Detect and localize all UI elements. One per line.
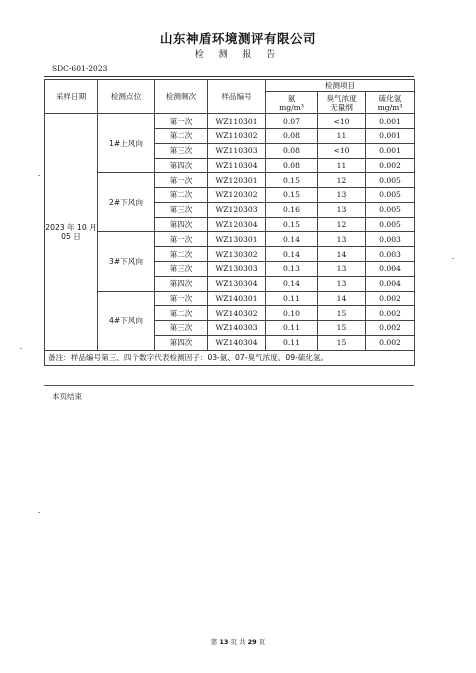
- scan-mark: [452, 258, 454, 259]
- header-h2s: [366, 92, 415, 114]
- results-table: [44, 79, 415, 366]
- ammonia-cell: 0.15: [266, 217, 318, 232]
- h2s-cell: 0.005: [366, 217, 415, 232]
- table-row: [45, 114, 415, 129]
- sample-id-cell: WZ110304: [208, 158, 266, 173]
- header-sample-id: 样品编号: [208, 80, 266, 114]
- sample-id-cell: WZ130304: [208, 276, 266, 291]
- odor-cell: 14: [318, 291, 366, 306]
- ammonia-cell: 0.15: [266, 173, 318, 188]
- sample-date-cell: 2023 年 10 月 05 日: [45, 114, 98, 351]
- frequency-cell: 第四次: [155, 217, 208, 232]
- h2s-cell: 0.005: [366, 202, 415, 217]
- sample-id-cell: WZ110303: [208, 143, 266, 158]
- ammonia-cell: 0.14: [266, 232, 318, 247]
- location-cell: 2#下风向: [98, 173, 155, 232]
- odor-cell: 15: [318, 321, 366, 336]
- frequency-cell: 第二次: [155, 129, 208, 144]
- page-middle: 页 共: [230, 638, 246, 646]
- h2s-cell: 0.003: [366, 232, 415, 247]
- sample-id-cell: WZ120302: [208, 188, 266, 203]
- frequency-cell: 第一次: [155, 232, 208, 247]
- frequency-cell: 第一次: [155, 114, 208, 129]
- header-odor: [318, 92, 366, 114]
- h2s-cell: 0.002: [366, 306, 415, 321]
- header-frequency: 检测频次: [155, 80, 208, 114]
- ammonia-cell: 0.08: [266, 129, 318, 144]
- sample-id-cell: WZ120303: [208, 202, 266, 217]
- h2s-cell: 0.005: [366, 188, 415, 203]
- ammonia-cell: 0.08: [266, 143, 318, 158]
- sample-id-cell: WZ130302: [208, 247, 266, 262]
- remark-cell: 备注：样品编号第三、四个数字代表检测因子：03-氨、07-臭气浓度、09-硫化氢。: [45, 350, 415, 365]
- sample-id-cell: WZ130301: [208, 232, 266, 247]
- location-cell: 1#上风向: [98, 114, 155, 173]
- odor-cell: <10: [318, 114, 366, 129]
- odor-cell: 12: [318, 173, 366, 188]
- odor-label: 臭气浓度: [326, 93, 357, 103]
- sample-id-cell: WZ110302: [208, 129, 266, 144]
- location-cell: 4#下风向: [98, 291, 155, 350]
- frequency-cell: 第一次: [155, 173, 208, 188]
- h2s-cell: 0.001: [366, 143, 415, 158]
- h2s-cell: 0.001: [366, 129, 415, 144]
- h2s-cell: 0.002: [366, 158, 415, 173]
- odor-cell: 11: [318, 129, 366, 144]
- odor-cell: 13: [318, 232, 366, 247]
- sample-id-cell: WZ140302: [208, 306, 266, 321]
- ammonia-cell: 0.13: [266, 262, 318, 277]
- ammonia-cell: 0.14: [266, 276, 318, 291]
- frequency-cell: 第四次: [155, 158, 208, 173]
- header-sample-date: 采样日期: [45, 80, 98, 114]
- ammonia-cell: 0.08: [266, 158, 318, 173]
- header-row-1: [45, 80, 415, 92]
- odor-cell: 15: [318, 306, 366, 321]
- frequency-cell: 第二次: [155, 306, 208, 321]
- frequency-cell: 第二次: [155, 247, 208, 262]
- remark-row: [45, 350, 415, 365]
- current-page: 13: [219, 638, 229, 646]
- company-name: 山东神盾环境测评有限公司: [159, 31, 316, 46]
- page-suffix: 页: [258, 638, 266, 646]
- header-test-items: 检测项目: [266, 80, 415, 92]
- total-pages: 29: [247, 638, 257, 646]
- sample-id-cell: WZ110301: [208, 114, 266, 129]
- table-row: [45, 232, 415, 247]
- sample-id-cell: WZ120304: [208, 217, 266, 232]
- h2s-cell: 0.002: [366, 321, 415, 336]
- ammonia-label: 氨: [287, 93, 296, 103]
- frequency-cell: 第一次: [155, 291, 208, 306]
- ammonia-cell: 0.11: [266, 321, 318, 336]
- ammonia-cell: 0.11: [266, 335, 318, 350]
- frequency-cell: 第三次: [155, 262, 208, 277]
- table-row: [45, 173, 415, 188]
- end-of-page-note: 本页结束: [52, 392, 82, 401]
- ammonia-unit: mg/m³: [279, 102, 304, 112]
- table-row: [45, 291, 415, 306]
- odor-cell: 11: [318, 158, 366, 173]
- frequency-cell: 第三次: [155, 321, 208, 336]
- odor-cell: 12: [318, 217, 366, 232]
- sample-id-cell: WZ130303: [208, 262, 266, 277]
- frequency-cell: 第二次: [155, 188, 208, 203]
- header-divider: [44, 76, 414, 77]
- page-number: [0, 637, 476, 646]
- ammonia-cell: 0.10: [266, 306, 318, 321]
- ammonia-cell: 0.11: [266, 291, 318, 306]
- scan-mark: [38, 512, 40, 513]
- odor-cell: 13: [318, 202, 366, 217]
- h2s-cell: 0.004: [366, 276, 415, 291]
- frequency-cell: 第三次: [155, 202, 208, 217]
- frequency-cell: 第四次: [155, 335, 208, 350]
- odor-cell: 13: [318, 276, 366, 291]
- location-cell: 3#下风向: [98, 232, 155, 291]
- document-id: SDC-601-2023: [52, 64, 108, 73]
- ammonia-cell: 0.15: [266, 188, 318, 203]
- sample-id-cell: WZ140303: [208, 321, 266, 336]
- frequency-cell: 第三次: [155, 143, 208, 158]
- header-location: 检测点位: [98, 80, 155, 114]
- ammonia-cell: 0.16: [266, 202, 318, 217]
- h2s-cell: 0.005: [366, 173, 415, 188]
- frequency-cell: 第四次: [155, 276, 208, 291]
- scan-mark: [38, 175, 40, 176]
- h2s-cell: 0.003: [366, 247, 415, 262]
- odor-unit: 无量纲: [330, 102, 353, 112]
- header-ammonia: [266, 92, 318, 114]
- odor-cell: 13: [318, 262, 366, 277]
- bottom-divider: [44, 385, 414, 386]
- h2s-cell: 0.002: [366, 291, 415, 306]
- odor-cell: 13: [318, 188, 366, 203]
- sample-id-cell: WZ140304: [208, 335, 266, 350]
- sample-id-cell: WZ140301: [208, 291, 266, 306]
- ammonia-cell: 0.14: [266, 247, 318, 262]
- scan-mark: [20, 348, 22, 349]
- ammonia-cell: 0.07: [266, 114, 318, 129]
- h2s-cell: 0.001: [366, 114, 415, 129]
- report-title: 检 测 报 告: [194, 50, 282, 60]
- h2s-unit: mg/m³: [377, 102, 403, 112]
- h2s-cell: 0.004: [366, 262, 415, 277]
- sample-id-cell: WZ120301: [208, 173, 266, 188]
- odor-cell: 15: [318, 335, 366, 350]
- page-prefix: 第: [210, 638, 218, 646]
- odor-cell: <10: [318, 143, 366, 158]
- h2s-label: 硫化氢: [378, 93, 402, 103]
- h2s-cell: 0.002: [366, 335, 415, 350]
- odor-cell: 14: [318, 247, 366, 262]
